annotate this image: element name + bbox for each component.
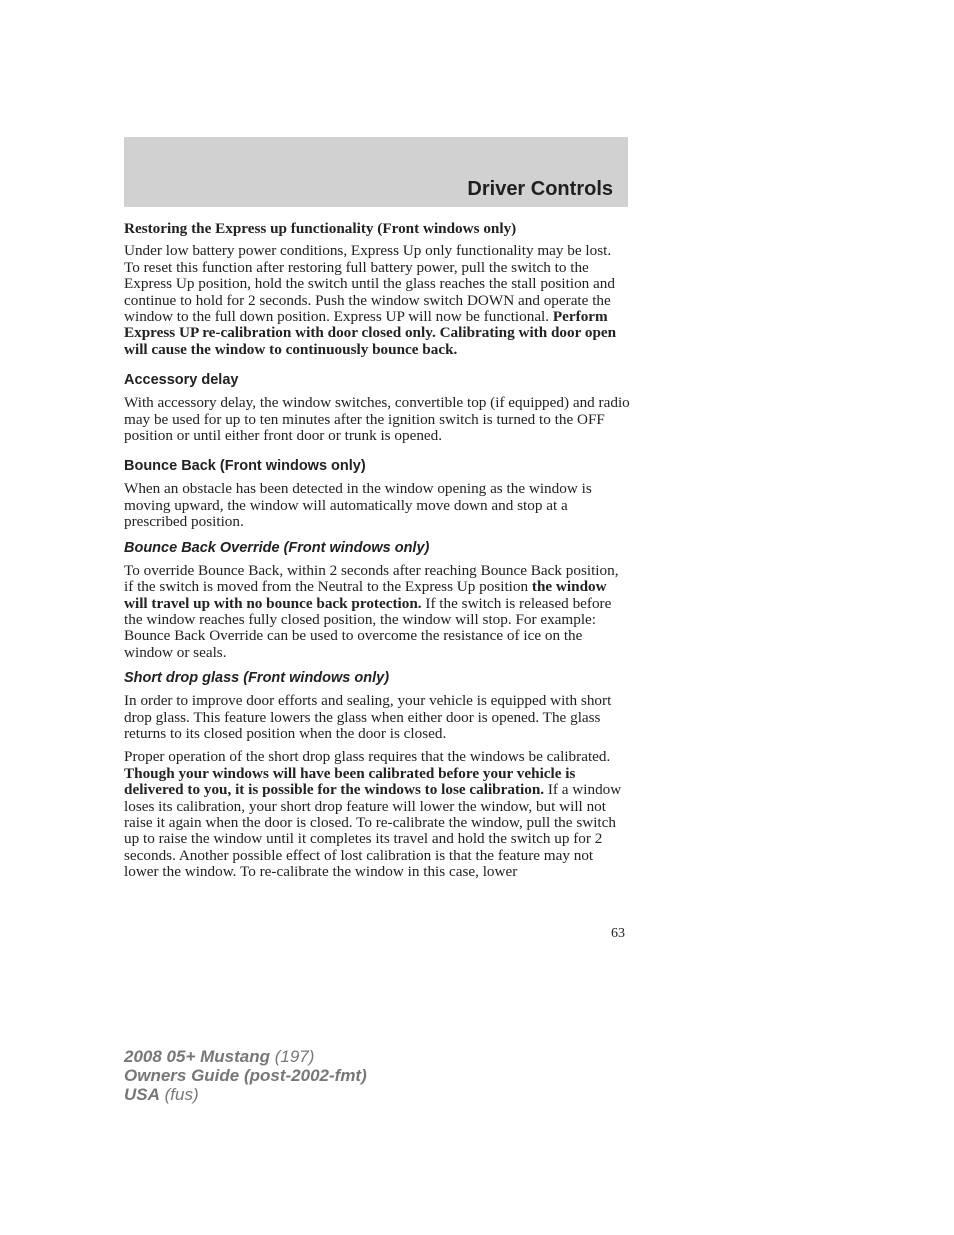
footer-model-code: (197) [270,1047,315,1066]
document-footer [124,1047,367,1104]
paragraph-bold-text: Though your windows will have been calibrated before your vehicle is delivered to you, it is possible for the windows to lose calibration. [124,764,576,799]
footer-line-3 [124,1085,367,1104]
footer-market: USA [124,1085,160,1104]
paragraph-text: To override Bounce Back, within 2 seconds after reaching Bounce Back position, if the switch is moved from the Neutral to the Express Up position [124,561,619,596]
paragraph-text: If the switch is released before the window reaches fully closed position, the window will stop. For example: Bounce Back Override can be used to overcome the resistance of ice on the window or seals. [124,594,612,661]
page-number: 63 [611,926,625,941]
heading-bounce-back-override: Bounce Back Override (Front windows only) [124,539,430,556]
paragraph-bounce-back: When an obstacle has been detected in the window opening as the window is moving upward, the window will automatically move down and stop at a prescribed position. [124,480,592,531]
heading-restoring-express-up: Restoring the Express up functionality (Front windows only) [124,220,517,237]
paragraph-bounce-back-override [124,563,630,661]
footer-market-code: (fus) [159,1085,199,1104]
paragraph-bold-warning: Perform Express UP re-calibration with door closed only. Calibrating with door open will cause the window to continuously bounce back. [124,308,617,358]
heading-accessory-delay: Accessory delay [124,372,239,389]
paragraph-text: Under low battery power conditions, Express Up only functionality may be lost. To reset this function after restoring full battery power, pull the switch to the Express Up position, hold the switch until the glass reaches the stall position and continue to hold for 2 seconds. Push the window switch DOWN and operate the window to the full down position. Express UP will now be functional. [124,242,615,326]
paragraph-restoring-express-up [124,243,630,358]
footer-guide: Owners Guide (post-2002-fmt) [124,1066,367,1085]
paragraph-text: Proper operation of the short drop glass requires that the windows be calibrated. [124,748,611,766]
page-content [124,221,630,888]
footer-line-1 [124,1047,367,1066]
paragraph-accessory-delay: With accessory delay, the window switches, convertible top (if equipped) and radio may be used for up to ten minutes after the ignition switch is turned to the OFF position or until either front door or trunk is opened. [124,394,630,445]
header-band [124,137,628,207]
section-title: Driver Controls [467,178,613,200]
paragraph-bold-text: the window will travel up with no bounce back protection. [124,578,607,612]
heading-short-drop-glass: Short drop glass (Front windows only) [124,670,390,687]
paragraph-text: If a window loses its calibration, your short drop feature will lower the window, but will not raise it again when the door is closed. To re-calibrate the window, pull the switch up to raise the window until it completes its travel and hold the switch up for 2 seconds. Another possible effect of lost calibration is that the feature may not lower the window. To re-calibrate the window in this case, lower [124,781,622,881]
heading-bounce-back: Bounce Back (Front windows only) [124,458,366,475]
footer-model: 2008 05+ Mustang [124,1047,270,1066]
paragraph-short-drop-glass-1: In order to improve door efforts and sealing, your vehicle is equipped with short drop glass. This feature lowers the glass when either door is opened. The glass returns to its closed position when the door is closed. [124,692,612,742]
footer-line-2 [124,1066,367,1085]
paragraph-short-drop-glass-2 [124,749,630,880]
